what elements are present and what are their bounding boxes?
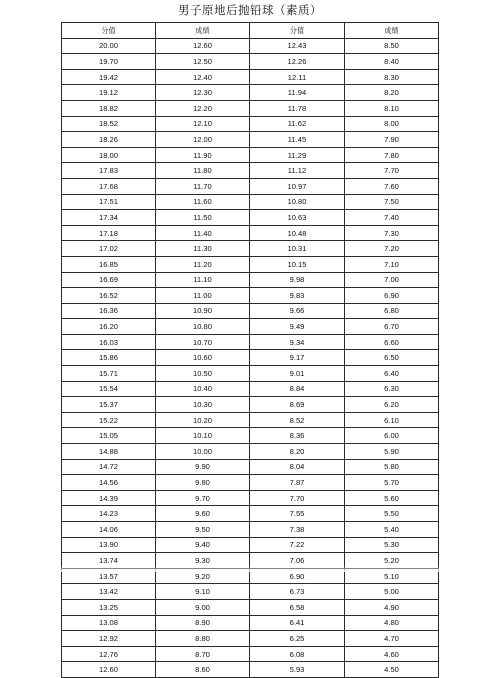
score-right-cell: 10.48 (250, 225, 345, 241)
score-right-cell: 7.87 (250, 475, 345, 491)
table-row (62, 288, 439, 304)
table-body (62, 38, 439, 677)
result-left-cell: 9.00 (156, 599, 250, 615)
score-right-cell: 9.34 (250, 334, 345, 350)
score-left-cell: 18.82 (62, 100, 156, 116)
score-right-cell: 11.62 (250, 116, 345, 132)
result-right-cell: 5.90 (345, 444, 439, 460)
result-right-cell: 7.10 (345, 256, 439, 272)
score-left-cell: 13.57 (62, 568, 156, 584)
result-left-cell: 10.80 (156, 319, 250, 335)
table-row (62, 646, 439, 662)
score-right-cell: 8.20 (250, 444, 345, 460)
result-left-cell: 10.90 (156, 303, 250, 319)
table-row (62, 100, 439, 116)
table-row (62, 428, 439, 444)
table-row (62, 256, 439, 272)
score-left-cell: 14.88 (62, 444, 156, 460)
table-row (62, 366, 439, 382)
score-right-cell: 7.55 (250, 506, 345, 522)
table-row (62, 631, 439, 647)
score-right-cell: 12.26 (250, 54, 345, 70)
result-right-cell: 6.80 (345, 303, 439, 319)
column-header-result-right: 成绩 (345, 23, 439, 39)
result-right-cell: 4.60 (345, 646, 439, 662)
table-row (62, 584, 439, 600)
result-left-cell: 11.80 (156, 163, 250, 179)
score-left-cell: 15.37 (62, 397, 156, 413)
table-row (62, 178, 439, 194)
table-row (62, 615, 439, 631)
result-right-cell: 8.50 (345, 38, 439, 54)
result-right-cell: 6.70 (345, 319, 439, 335)
result-right-cell: 7.90 (345, 132, 439, 148)
result-right-cell: 5.10 (345, 568, 439, 584)
score-right-cell: 6.41 (250, 615, 345, 631)
result-right-cell: 4.50 (345, 662, 439, 678)
result-left-cell: 9.60 (156, 506, 250, 522)
score-left-cell: 17.02 (62, 241, 156, 257)
result-left-cell: 10.60 (156, 350, 250, 366)
score-right-cell: 11.78 (250, 100, 345, 116)
header-row (62, 23, 439, 39)
score-left-cell: 16.20 (62, 319, 156, 335)
result-left-cell: 9.50 (156, 522, 250, 538)
table-row (62, 54, 439, 70)
table-row (62, 303, 439, 319)
result-left-cell: 12.20 (156, 100, 250, 116)
score-right-cell: 7.06 (250, 553, 345, 569)
score-left-cell: 14.56 (62, 475, 156, 491)
table-row (62, 85, 439, 101)
result-left-cell: 8.80 (156, 631, 250, 647)
table-row (62, 490, 439, 506)
score-right-cell: 11.45 (250, 132, 345, 148)
table-row (62, 210, 439, 226)
result-right-cell: 4.90 (345, 599, 439, 615)
table-row (62, 147, 439, 163)
column-header-score-right: 分值 (250, 23, 345, 39)
result-right-cell: 5.00 (345, 584, 439, 600)
score-left-cell: 16.52 (62, 288, 156, 304)
result-right-cell: 7.30 (345, 225, 439, 241)
score-left-cell: 15.54 (62, 381, 156, 397)
result-right-cell: 8.20 (345, 85, 439, 101)
score-right-cell: 11.29 (250, 147, 345, 163)
score-left-cell: 14.39 (62, 490, 156, 506)
result-right-cell: 5.60 (345, 490, 439, 506)
score-left-cell: 16.36 (62, 303, 156, 319)
table-row (62, 397, 439, 413)
result-left-cell: 12.50 (156, 54, 250, 70)
score-left-cell: 14.72 (62, 459, 156, 475)
result-right-cell: 7.50 (345, 194, 439, 210)
score-right-cell: 7.22 (250, 537, 345, 553)
result-right-cell: 8.40 (345, 54, 439, 70)
result-left-cell: 12.10 (156, 116, 250, 132)
table-row (62, 241, 439, 257)
result-left-cell: 12.00 (156, 132, 250, 148)
table-row (62, 194, 439, 210)
score-left-cell: 15.05 (62, 428, 156, 444)
score-left-cell: 15.22 (62, 412, 156, 428)
result-right-cell: 7.20 (345, 241, 439, 257)
result-left-cell: 10.20 (156, 412, 250, 428)
score-right-cell: 11.12 (250, 163, 345, 179)
score-left-cell: 15.86 (62, 350, 156, 366)
result-right-cell: 6.00 (345, 428, 439, 444)
result-right-cell: 4.80 (345, 615, 439, 631)
table-row (62, 69, 439, 85)
bottom-edge-fade (0, 566, 500, 572)
score-right-cell: 6.58 (250, 599, 345, 615)
score-right-cell: 10.63 (250, 210, 345, 226)
score-left-cell: 17.83 (62, 163, 156, 179)
result-right-cell: 5.30 (345, 537, 439, 553)
result-right-cell: 6.30 (345, 381, 439, 397)
score-left-cell: 17.18 (62, 225, 156, 241)
score-left-cell: 13.42 (62, 584, 156, 600)
result-left-cell: 11.20 (156, 256, 250, 272)
score-left-cell: 16.69 (62, 272, 156, 288)
result-right-cell: 5.70 (345, 475, 439, 491)
result-right-cell: 6.50 (345, 350, 439, 366)
score-right-cell: 10.80 (250, 194, 345, 210)
result-right-cell: 7.70 (345, 163, 439, 179)
table-row (62, 272, 439, 288)
table-row (62, 381, 439, 397)
column-header-result-left: 成绩 (156, 23, 250, 39)
result-right-cell: 7.40 (345, 210, 439, 226)
score-right-cell: 6.73 (250, 584, 345, 600)
table-row (62, 459, 439, 475)
score-left-cell: 19.42 (62, 69, 156, 85)
score-left-cell: 12.76 (62, 646, 156, 662)
result-right-cell: 7.00 (345, 272, 439, 288)
result-left-cell: 8.90 (156, 615, 250, 631)
score-left-cell: 12.92 (62, 631, 156, 647)
result-left-cell: 9.20 (156, 568, 250, 584)
score-left-cell: 16.85 (62, 256, 156, 272)
score-left-cell: 17.68 (62, 178, 156, 194)
score-left-cell: 20.00 (62, 38, 156, 54)
score-left-cell: 16.03 (62, 334, 156, 350)
result-left-cell: 11.40 (156, 225, 250, 241)
result-left-cell: 12.60 (156, 38, 250, 54)
score-right-cell: 9.66 (250, 303, 345, 319)
table-row (62, 444, 439, 460)
result-right-cell: 8.30 (345, 69, 439, 85)
table-row (62, 599, 439, 615)
result-right-cell: 5.40 (345, 522, 439, 538)
table-row (62, 334, 439, 350)
result-left-cell: 9.30 (156, 553, 250, 569)
score-left-cell: 13.08 (62, 615, 156, 631)
score-table (61, 22, 439, 678)
score-right-cell: 8.04 (250, 459, 345, 475)
result-left-cell: 11.70 (156, 178, 250, 194)
result-right-cell: 6.10 (345, 412, 439, 428)
score-left-cell: 18.00 (62, 147, 156, 163)
score-right-cell: 12.11 (250, 69, 345, 85)
score-right-cell: 7.70 (250, 490, 345, 506)
column-header-score-left: 分值 (62, 23, 156, 39)
result-left-cell: 10.00 (156, 444, 250, 460)
score-right-cell: 8.69 (250, 397, 345, 413)
score-left-cell: 17.51 (62, 194, 156, 210)
table-row (62, 522, 439, 538)
score-left-cell: 15.71 (62, 366, 156, 382)
table-row (62, 116, 439, 132)
result-left-cell: 8.70 (156, 646, 250, 662)
score-right-cell: 6.25 (250, 631, 345, 647)
table-row (62, 163, 439, 179)
score-right-cell: 11.94 (250, 85, 345, 101)
result-left-cell: 9.10 (156, 584, 250, 600)
table-row (62, 319, 439, 335)
score-left-cell: 13.25 (62, 599, 156, 615)
result-left-cell: 10.30 (156, 397, 250, 413)
table-row (62, 132, 439, 148)
score-right-cell: 12.43 (250, 38, 345, 54)
table-row (62, 662, 439, 678)
result-left-cell: 11.00 (156, 288, 250, 304)
result-left-cell: 9.40 (156, 537, 250, 553)
score-left-cell: 17.34 (62, 210, 156, 226)
result-left-cell: 9.90 (156, 459, 250, 475)
score-left-cell: 18.52 (62, 116, 156, 132)
score-right-cell: 9.49 (250, 319, 345, 335)
result-right-cell: 4.70 (345, 631, 439, 647)
result-left-cell: 10.50 (156, 366, 250, 382)
score-right-cell: 8.36 (250, 428, 345, 444)
table-row (62, 225, 439, 241)
score-right-cell: 9.01 (250, 366, 345, 382)
table-row (62, 506, 439, 522)
score-right-cell: 6.08 (250, 646, 345, 662)
table-row (62, 537, 439, 553)
result-left-cell: 9.70 (156, 490, 250, 506)
result-right-cell: 6.90 (345, 288, 439, 304)
score-left-cell: 13.74 (62, 553, 156, 569)
result-left-cell: 12.30 (156, 85, 250, 101)
score-right-cell: 5.93 (250, 662, 345, 678)
result-right-cell: 5.20 (345, 553, 439, 569)
score-left-cell: 12.60 (62, 662, 156, 678)
score-left-cell: 19.70 (62, 54, 156, 70)
result-left-cell: 8.60 (156, 662, 250, 678)
score-left-cell: 14.23 (62, 506, 156, 522)
score-right-cell: 9.98 (250, 272, 345, 288)
result-right-cell: 7.60 (345, 178, 439, 194)
result-left-cell: 10.70 (156, 334, 250, 350)
result-left-cell: 11.90 (156, 147, 250, 163)
result-left-cell: 11.60 (156, 194, 250, 210)
score-right-cell: 9.83 (250, 288, 345, 304)
score-right-cell: 9.17 (250, 350, 345, 366)
result-right-cell: 7.80 (345, 147, 439, 163)
result-right-cell: 6.60 (345, 334, 439, 350)
score-right-cell: 7.38 (250, 522, 345, 538)
result-right-cell: 8.00 (345, 116, 439, 132)
result-left-cell: 11.30 (156, 241, 250, 257)
table-row (62, 38, 439, 54)
score-left-cell: 13.90 (62, 537, 156, 553)
score-right-cell: 10.15 (250, 256, 345, 272)
score-right-cell: 6.90 (250, 568, 345, 584)
result-right-cell: 5.50 (345, 506, 439, 522)
result-left-cell: 11.50 (156, 210, 250, 226)
result-left-cell: 9.80 (156, 475, 250, 491)
table-row (62, 475, 439, 491)
page-title: 男子原地后抛铅球（素质） (178, 3, 322, 17)
result-left-cell: 12.40 (156, 69, 250, 85)
score-left-cell: 14.06 (62, 522, 156, 538)
score-right-cell: 10.31 (250, 241, 345, 257)
table-row (62, 412, 439, 428)
result-right-cell: 6.20 (345, 397, 439, 413)
table-row (62, 350, 439, 366)
result-left-cell: 10.10 (156, 428, 250, 444)
score-right-cell: 8.84 (250, 381, 345, 397)
score-left-cell: 19.12 (62, 85, 156, 101)
score-right-cell: 10.97 (250, 178, 345, 194)
score-left-cell: 18.26 (62, 132, 156, 148)
table-header (62, 23, 439, 39)
score-right-cell: 8.52 (250, 412, 345, 428)
result-right-cell: 5.80 (345, 459, 439, 475)
result-right-cell: 8.10 (345, 100, 439, 116)
result-right-cell: 6.40 (345, 366, 439, 382)
result-left-cell: 10.40 (156, 381, 250, 397)
result-left-cell: 11.10 (156, 272, 250, 288)
